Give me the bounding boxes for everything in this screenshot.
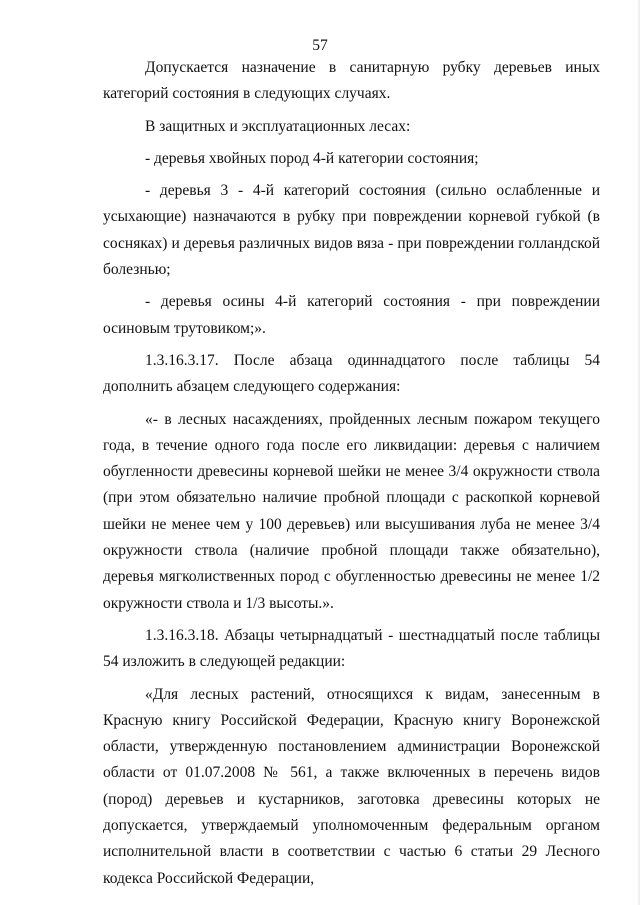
- paragraph-clause-1-3-16-3-18: 1.3.16.3.18. Абзацы четырнадцатый - шестнадцатый после таблицы 54 изложить в следующей редакции:: [103, 626, 600, 671]
- paragraph-fire-damaged-stands: «- в лесных насаждениях, пройденных лесным пожаром текущего года, в течение одного года после его ликвидации: деревья с наличием обугленности древесины корневой шейки не менее 3/4 окружности ствола (при этом обязательно наличие пробной площади с раскопкой корневой шейки не менее чем у 100 деревьев) или высушивания луба не менее 3/4 окружности ствола (наличие пробной площади также обязательно), деревья мягколиственных пород с обугленностью древесины не менее 1/2 окружности ствола и 1/3 высоты.».: [103, 410, 600, 612]
- paragraph-clause-1-3-16-3-17: 1.3.16.3.17. После абзаца одиннадцатого после таблицы 54 дополнить абзацем следующего содержания:: [103, 351, 600, 396]
- paragraph-trees-category-3-4: - деревья 3 - 4-й категорий состояния (сильно ослабленные и усыхающие) назначаются в рубку при повреждении корневой губкой (в сосняках) и деревья различных видов вяза - при повреждении голландской болезнью;: [103, 182, 600, 279]
- paragraph-aspen-trees: - деревья осины 4-й категорий состояния - при повреждении осиновым трутовиком;».: [103, 293, 600, 337]
- paragraph-sanitary-felling-intro: Допускается назначение в санитарную рубку деревьев иных категорий состояния в следующих случаях.: [103, 59, 600, 103]
- paragraph-protective-forests: В защитных и эксплуатационных лесах:: [145, 117, 411, 135]
- paragraph-red-book-species: «Для лесных растений, относящихся к видам, занесенным в Красную книгу Российской Федерации, Красную книгу Воронежской области, утвержденную постановлением администрации Воронежской области от 01.07.2008 № 561, а также включенных в перечень видов (пород) деревьев и кустарников, заготовка древесины которых не допускается, утверждаемый уполномоченным федеральным органом исполнительной власти в соответствии с частью 6 статьи 29 Лесного кодекса Российской Федерации,: [103, 685, 600, 887]
- page-number: 57: [312, 37, 328, 54]
- document-body: [103, 55, 600, 892]
- paragraph-coniferous-trees: - деревья хвойных пород 4-й категории состояния;: [145, 149, 479, 167]
